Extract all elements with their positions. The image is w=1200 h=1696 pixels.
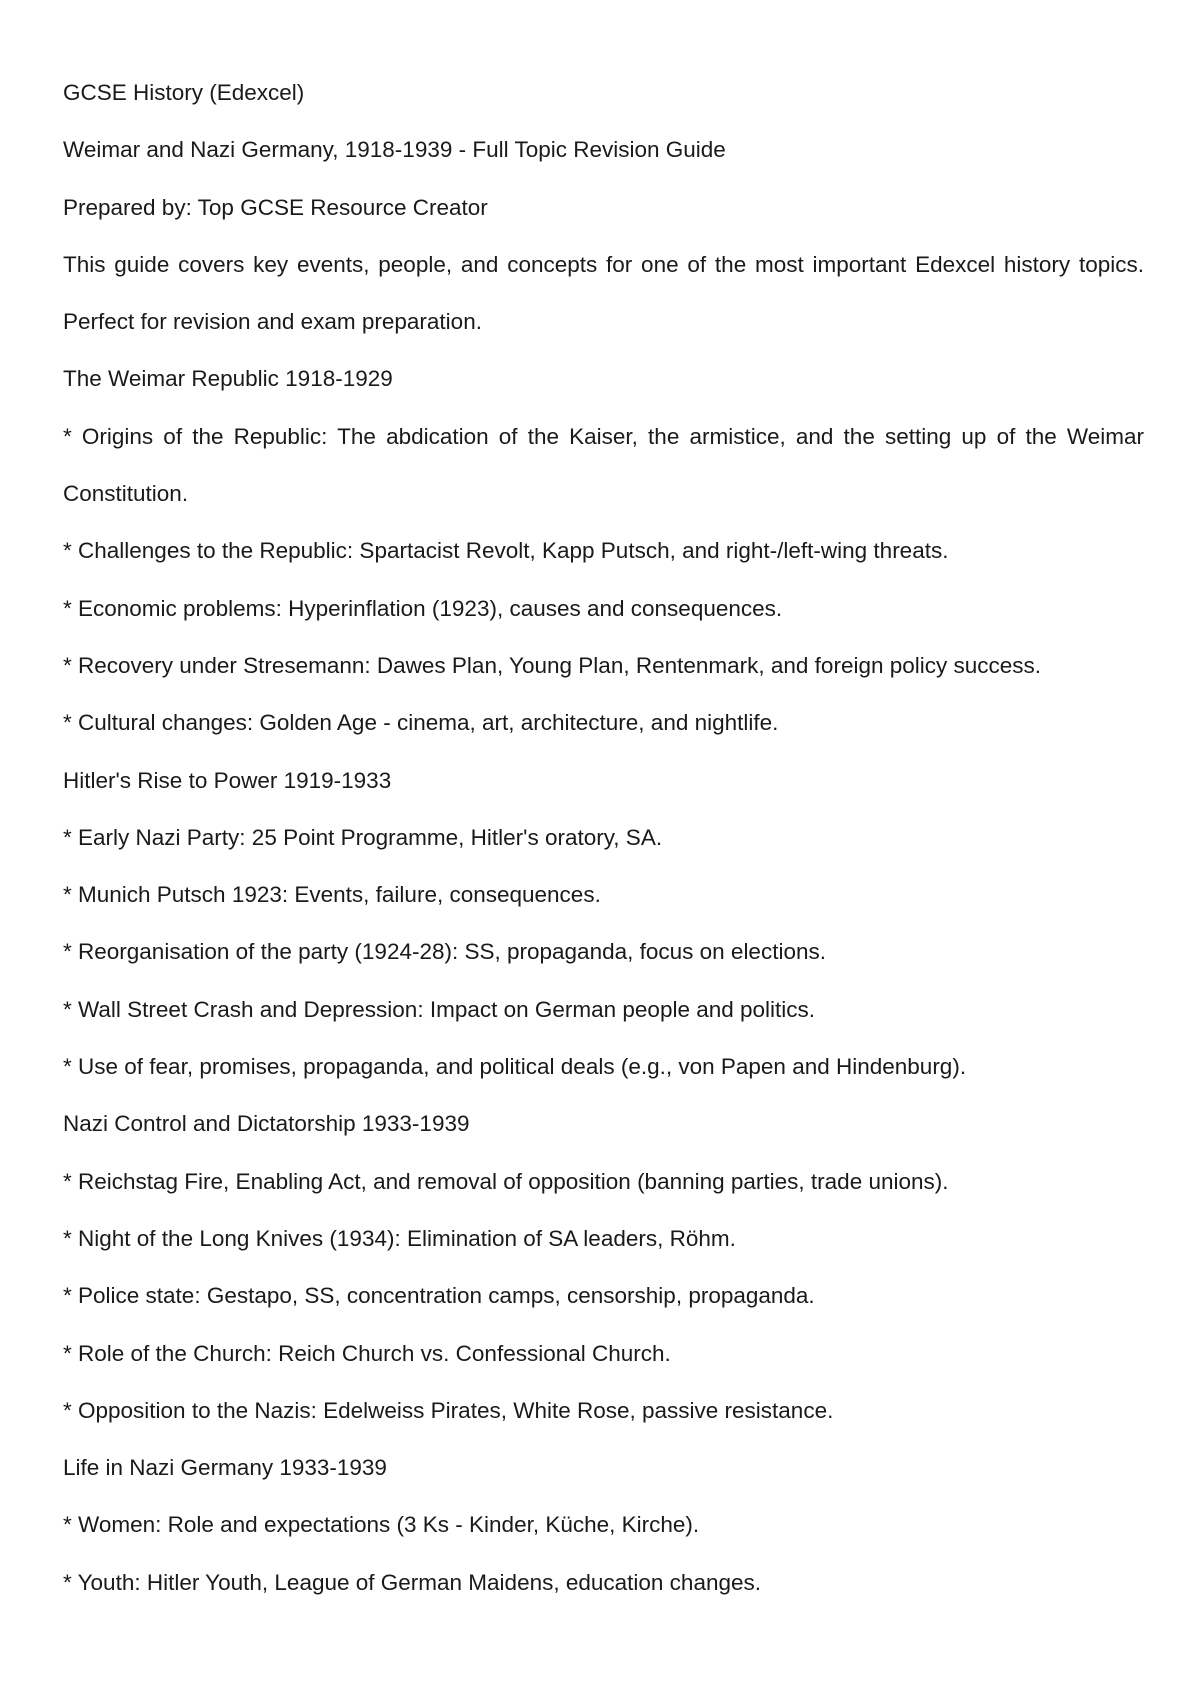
list-item: * Role of the Church: Reich Church vs. Confessional Church. <box>63 1340 671 1366</box>
section-heading-rise-to-power: Hitler's Rise to Power 1919-1933 <box>63 767 392 793</box>
list-item: * Origins of the Republic: The abdication of the Kaiser, the armistice, and the setting up of the Weimar Constitution. <box>63 423 1144 507</box>
section-heading-nazi-control: Nazi Control and Dictatorship 1933-1939 <box>63 1111 470 1137</box>
list-item: * Wall Street Crash and Depression: Impact on German people and politics. <box>63 996 816 1022</box>
document-title: Weimar and Nazi Germany, 1918-1939 - Full Topic Revision Guide <box>63 137 726 163</box>
list-item: * Cultural changes: Golden Age - cinema, art, architecture, and nightlife. <box>63 710 779 736</box>
list-item: * Police state: Gestapo, SS, concentration camps, censorship, propaganda. <box>63 1283 815 1309</box>
list-item: * Munich Putsch 1923: Events, failure, consequences. <box>63 882 601 908</box>
list-item: * Challenges to the Republic: Spartacist Revolt, Kapp Putsch, and right-/left-wing threats. <box>63 538 949 564</box>
list-item: * Women: Role and expectations (3 Ks - Kinder, Küche, Kirche). <box>63 1512 700 1538</box>
list-item: * Use of fear, promises, propaganda, and political deals (e.g., von Papen and Hindenburg). <box>63 1054 967 1080</box>
list-item: * Reorganisation of the party (1924-28): SS, propaganda, focus on elections. <box>63 939 826 965</box>
list-item: * Economic problems: Hyperinflation (1923), causes and consequences. <box>63 595 783 621</box>
list-item: * Recovery under Stresemann: Dawes Plan, Young Plan, Rentenmark, and foreign policy success. <box>63 652 1042 678</box>
section-heading-weimar: The Weimar Republic 1918-1929 <box>63 366 393 392</box>
list-item: * Night of the Long Knives (1934): Elimination of SA leaders, Röhm. <box>63 1225 736 1251</box>
list-item: * Early Nazi Party: 25 Point Programme, Hitler's oratory, SA. <box>63 824 663 850</box>
course-title: GCSE History (Edexcel) <box>63 80 305 105</box>
section-heading-life-in-nazi-germany: Life in Nazi Germany 1933-1939 <box>63 1455 387 1481</box>
list-item: * Reichstag Fire, Enabling Act, and removal of opposition (banning parties, trade unions). <box>63 1168 949 1194</box>
list-item: * Youth: Hitler Youth, League of German Maidens, education changes. <box>63 1569 761 1595</box>
list-item: * Opposition to the Nazis: Edelweiss Pirates, White Rose, passive resistance. <box>63 1397 834 1423</box>
author-line: Prepared by: Top GCSE Resource Creator <box>63 194 488 220</box>
document-body <box>63 64 1144 1611</box>
intro-paragraph: This guide covers key events, people, and concepts for one of the most important Edexcel history topics. Perfect for revision and exam preparation. <box>63 251 1144 335</box>
